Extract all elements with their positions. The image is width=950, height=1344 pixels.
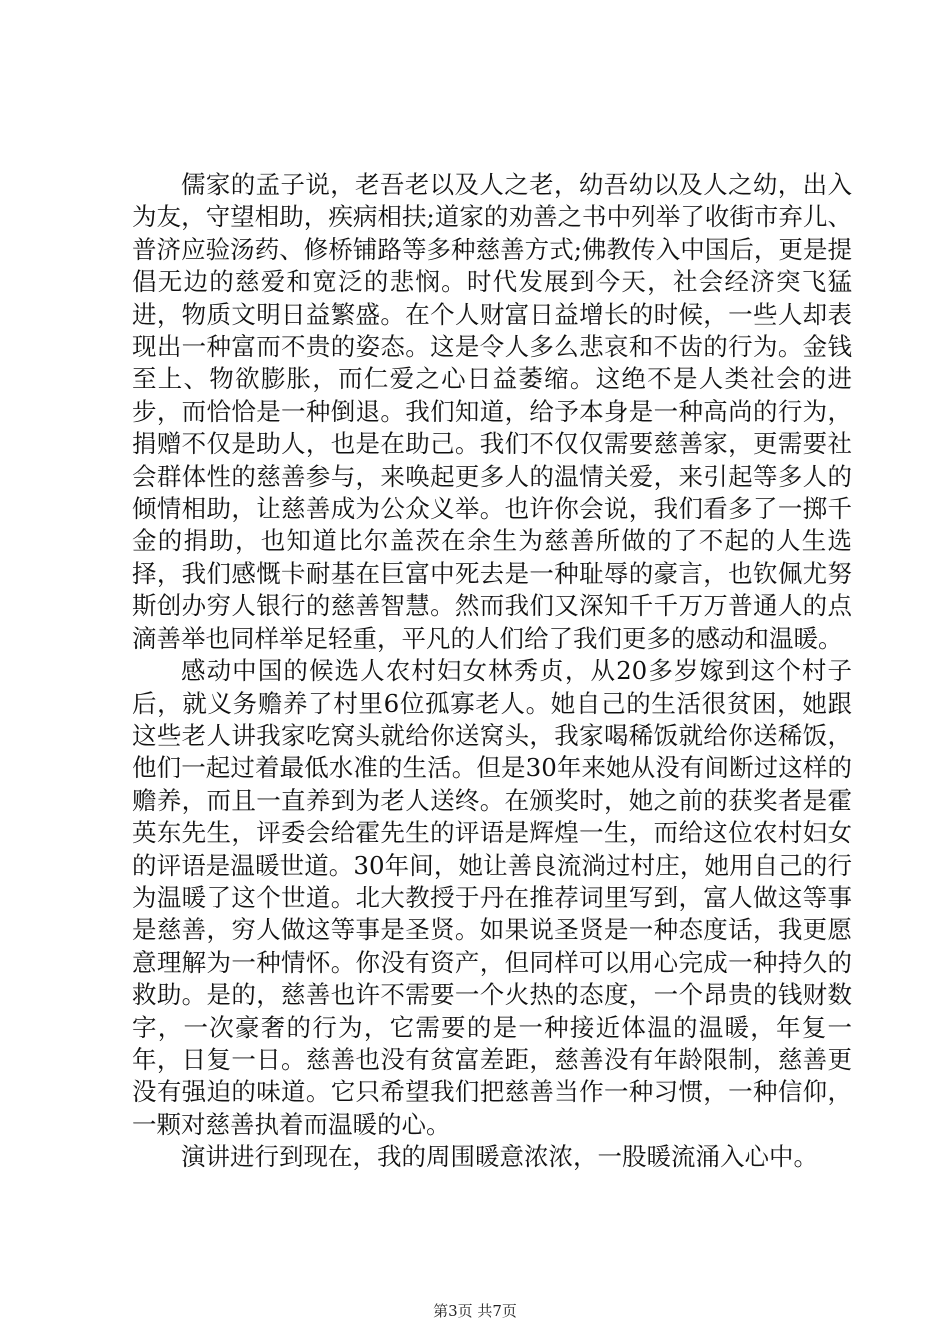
body-text <box>132 169 852 1174</box>
paragraph-2: 感动中国的候选人农村妇女林秀贞，从20多岁嫁到这个村子后，就义务赡养了村里6位孤寡老人。她自己的生活很贫困，她跟这些老人讲我家吃窝头就给你送窝头，我家喝稀饭就给你送稀饭，他们一起过着最低水准的生活。但是30年来她从没有间断过这样的赡养，而且一直养到为老人送终。在颁奖时，她之前的获奖者是霍英东先生，评委会给霍先生的评语是辉煌一生，而给这位农村妇女的评语是温暖世道。30年间，她让善良流淌过村庄，她用自己的行为温暖了这个世道。北大教授于丹在推荐词里写到，富人做这等事是慈善，穷人做这等事是圣贤。如果说圣贤是一种态度话，我更愿意理解为一种情怀。你没有资产，但同样可以用心完成一种持久的救助。是的，慈善也许不需要一个火热的态度，一个昂贵的钱财数字，一次豪奢的行为，它需要的是一种接近体温的温暖，年复一年，日复一日。慈善也没有贫富差距，慈善没有年龄限制，慈善更没有强迫的味道。它只希望我们把慈善当作一种习惯，一种信仰，一颗对慈善执着而温暖的心。 <box>132 656 852 1139</box>
paragraph-1: 儒家的孟子说，老吾老以及人之老，幼吾幼以及人之幼，出入为友，守望相助，疾病相扶;道家的劝善之书中列举了收街市弃儿、普济应验汤药、修桥铺路等多种慈善方式;佛教传入中国后，更是提倡无边的慈爱和宽泛的悲悯。时代发展到今天，社会经济突飞猛进，物质文明日益繁盛。在个人财富日益增长的时候，一些人却表现出一种富而不贵的姿态。这是令人多么悲哀和不齿的行为。金钱至上、物欲膨胀，而仁爱之心日益萎缩。这绝不是人类社会的进步，而恰恰是一种倒退。我们知道，给予本身是一种高尚的行为，捐赠不仅是助人，也是在助己。我们不仅仅需要慈善家，更需要社会群体性的慈善参与，来唤起更多人的温情关爱，来引起等多人的倾情相助，让慈善成为公众义举。也许你会说，我们看多了一掷千金的捐助，也知道比尔盖茨在余生为慈善所做的了不起的人生选择，我们感慨卡耐基在巨富中死去是一种耻辱的豪言，也钦佩尤努斯创办穷人银行的慈善智慧。然而我们又深知千千万万普通人的点滴善举也同样举足轻重，平凡的人们给了我们更多的感动和温暖。 <box>132 170 852 653</box>
page-footer: 第3页 共7页 <box>433 1302 517 1320</box>
paragraph-3: 演讲进行到现在，我的周围暖意浓浓，一股暖流涌入心中。 <box>181 1142 818 1172</box>
